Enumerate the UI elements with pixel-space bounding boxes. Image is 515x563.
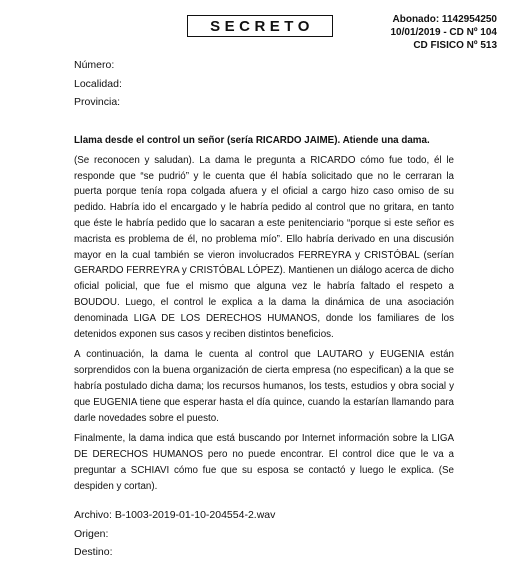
transcript-paragraph: (Se reconocen y saludan). La dama le pregunta a RICARDO cómo fue todo, él le responde que “se pudrió” y le cuenta que él había solicitado que no le cerraran la puerta porque tenía ropa colgada afuera y el oficial a cargo hizo caso omiso de su pedido. Habría ido el encargado y le habría pedido al control que no gritara, en tanto que éste le habría pedido que lo sacaran a este penitenciario “porque si este señor es macrista es problema de él, no problema mío”. Ello habría derivado en una discusión mayor en la cual también se vieron involucrados FERREYRA y CRISTÓBAL (serían GERARDO FERREYRA y CRISTÓBAL LÓPEZ). Mantienen un diálogo acerca de dicho oficial policial, que fue el mismo que alguna vez le habría faltado el respeto a BOUDOU. Luego, el control le explica a la dama la dinámica de una asociación denominada LIGA DE LOS DERECHOS HUMANOS, donde los familiares de los detenidos exponen sus casos y reciben distintos beneficios. (74, 154, 454, 340)
abonado-number: Abonado: 1142954250 (392, 14, 497, 25)
transcript-title: Llama desde el control un señor (sería RICARDO JAIME). Atiende una dama. (74, 135, 430, 146)
field-archivo: Archivo: B-1003-2019-01-10-204554-2.wav (74, 509, 276, 521)
field-origen: Origen: (74, 527, 109, 540)
date-cd-number: 10/01/2019 - CD Nº 104 (390, 27, 497, 38)
transcript-paragraph: Finalmente, la dama indica que está buscando por Internet información sobre la LIGA DE DERECHOS HUMANOS pero no puede encontrar. El control dice que le va a preguntar a SCHIAVI cómo fue que su esposa se contactó y luego le explica. (Se despiden y cortan). (74, 433, 454, 492)
top-fields (74, 56, 122, 112)
field-numero: Número: (74, 59, 115, 71)
cd-fisico-number: CD FISICO Nº 513 (413, 40, 497, 51)
transcript-body (74, 133, 454, 500)
bottom-fields (74, 506, 275, 562)
field-destino: Destino: (74, 546, 113, 558)
field-localidad: Localidad: (74, 77, 122, 90)
transcript-paragraph: A continuación, la dama le cuenta al control que LAUTARO y EUGENIA están sorprendidos con la buena organización de cierta empresa (no especifican) a la que se habría postulado dicha dama; los recursos humanos, los tests, estudios y obra social y que EUGENIA tiene que esperar hasta el día quince, cuando la estarían llamando para darle novedades sobre el puesto. (74, 349, 454, 424)
classification-stamp: SECRETO (187, 15, 333, 37)
field-provincia: Provincia: (74, 96, 121, 108)
document-header (391, 13, 498, 52)
